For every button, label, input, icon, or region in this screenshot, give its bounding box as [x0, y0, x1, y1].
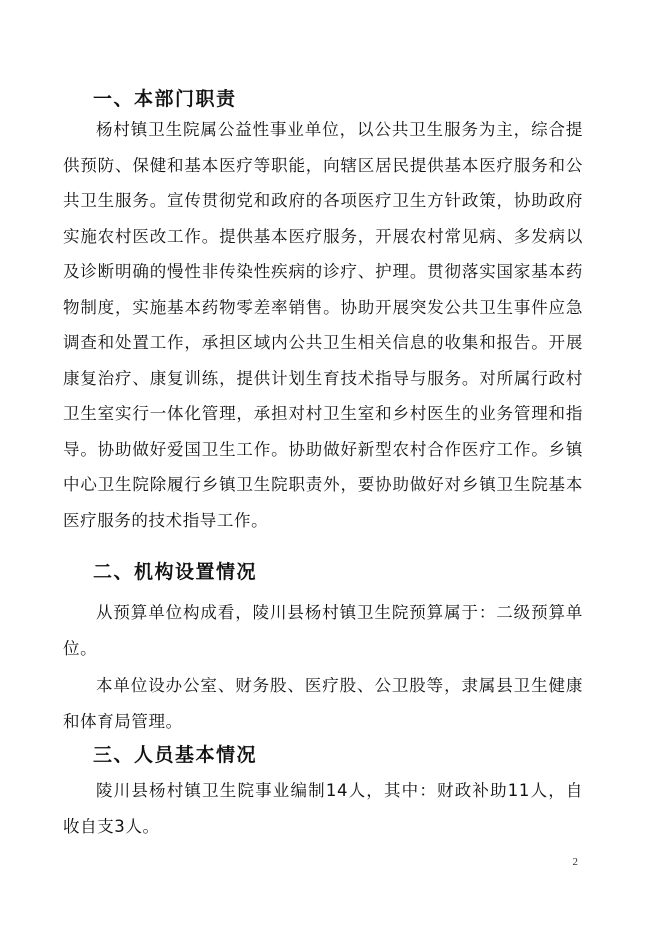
section-heading-organization: 二、机构设置情况	[93, 561, 258, 583]
staffing-paragraph: 陵川县杨村镇卫生院事业编制14人，其中：财政补助11人，自收自支3人。	[63, 781, 583, 836]
page-number: 2	[572, 856, 578, 868]
section-heading-personnel: 三、人员基本情况	[93, 744, 258, 766]
departments-paragraph: 本单位设办公室、财务股、医疗股、公卫股等，隶属县卫生健康和体育局管理。	[63, 676, 583, 731]
responsibilities-paragraph: 杨村镇卫生院属公益性事业单位，以公共卫生服务为主，综合提供预防、保健和基本医疗等职能，向辖区居民提供基本医疗服务和公共卫生服务。宣传贯彻党和政府的各项医疗卫生方针政策，协助政府实施农村医改工作。提供基本医疗服务，开展农村常见病、多发病以及诊断明确的慢性非传染性疾病的诊疗、护理。贯彻落实国家基本药物制度，实施基本药物零差率销售。协助开展突发公共卫生事件应急调查和处置工作，承担区域内公共卫生相关信息的收集和报告。开展康复治疗、康复训练，提供计划生育技术指导与服务。对所属行政村卫生室实行一体化管理，承担对村卫生室和乡村医生的业务管理和指导。协助做好爱国卫生工作。协助做好新型农村合作医疗工作。乡镇中心卫生院除履行乡镇卫生院职责外，要协助做好对乡镇卫生院基本医疗服务的技术指导工作。	[63, 120, 583, 530]
section-heading-responsibilities: 一、本部门职责	[93, 88, 237, 110]
budget-unit-paragraph: 从预算单位构成看，陵川县杨村镇卫生院预算属于：二级预算单位。	[63, 603, 583, 658]
